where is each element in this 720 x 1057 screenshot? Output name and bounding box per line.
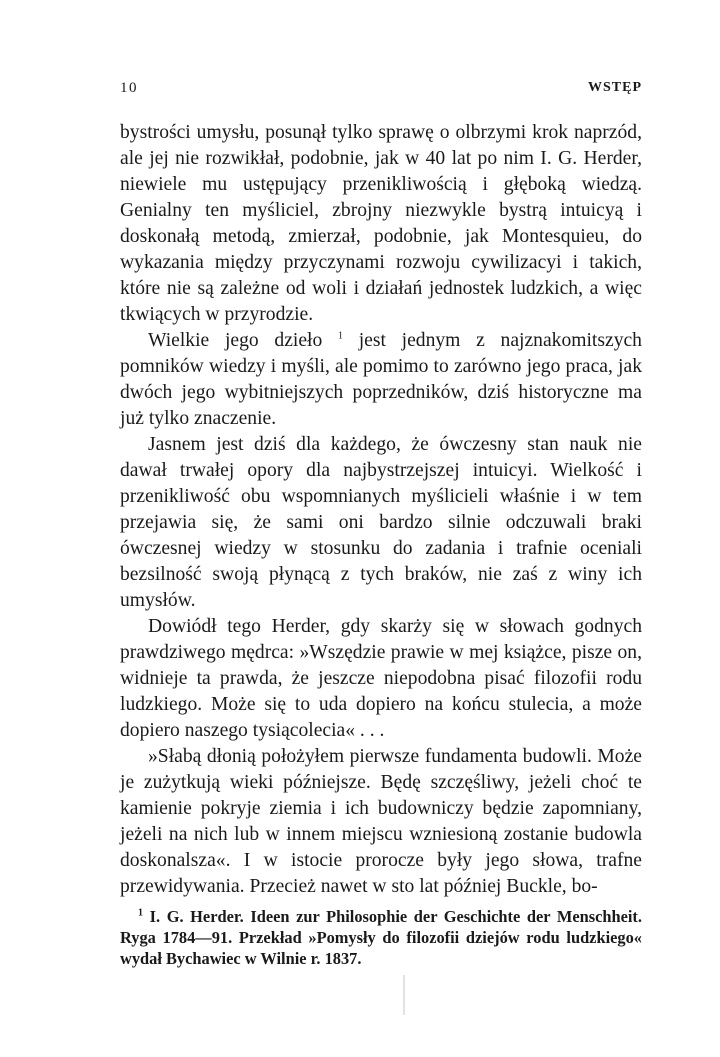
page-header xyxy=(120,80,642,100)
footnote-divider xyxy=(120,895,642,901)
paragraph-4: Dowiódł tego Herder, gdy skarży się w słowach godnych prawdziwego mędrca: »Wszędzie prawie w mej książce, pisze on, widnieje ta prawda, że jeszcze niepodobna pisać filozofii rodu ludzkiego. Może się to uda dopiero na końcu stulecia, a może dopiero naszego tysiącolecia« . . . xyxy=(120,616,642,741)
footnote-paragraph xyxy=(120,906,642,969)
paragraph-5: »Słabą dłonią położyłem pierwsze fundamenta budowli. Może je zużytkują wieki późniejsze. Będę szczęśliwy, jeżeli choć te kamienie pokryje ziemia i ich budowniczy będzie zapomniany, jeżeli na nich lub w innem miejscu wzniesioną zostanie budowla doskonalsza«. I w istocie prorocze były jego słowa, trafne przewidywania. Przecież nawet w sto lat później Buckle, bo- xyxy=(120,746,642,897)
running-head: WSTĘP xyxy=(587,80,642,95)
paragraph-2-rest: jest jednym z najznakomitszych pomników wiedzy i myśli, ale pomimo to zarówno jego praca, jak dwóch jego wybitniejszych poprzedników, dziś historyczne ma już tylko znaczenie. xyxy=(120,330,642,429)
footnote-mark: 1 xyxy=(138,907,143,919)
paragraph-3: Jasnem jest dziś dla każdego, że ówczesny stan nauk nie dawał trwałej opory dla najbystrzejszej intuicyi. Wielkość i przenikliwość obu wspomnianych myślicieli właśnie i w tem przejawia się, że sami oni bardzo silnie odczuwali braki ówczesnej wiedzy w stosunku do zadania i trafnie oceniali bezsilność swoją płynącą z tych braków, nie zaś z winy ich umysłów. xyxy=(120,434,642,611)
paper-mark xyxy=(403,975,405,1015)
paragraph-2-lead: Wielkie jego dzieło xyxy=(148,330,323,351)
body-text xyxy=(120,120,642,900)
page-number: 10 xyxy=(120,80,138,96)
footnote-reference: 1 xyxy=(337,330,343,342)
paragraph-2 xyxy=(120,328,642,432)
footnote-text: I. G. Herder. Ideen zur Philosophie der Geschichte der Menschheit. Ryga 1784—91. Przekład »Pomysły do filozofii dziejów rodu ludzkiego« wydał Bychawiec w Wilnie r. 1837. xyxy=(120,907,642,968)
paragraph-1: bystrości umysłu, posunął tylko sprawę o olbrzymi krok naprzód, ale jej nie rozwikłał, podobnie, jak w 40 lat po nim I. G. Herder, niewiele mu ustępujący przenikliwością i głęboką wiedzą. Genialny ten myśliciel, zbrojny niezwykle bystrą intuicyą i doskonałą metodą, zmierzał, podobnie, jak Montesquieu, do wykazania między przyczynami rozwoju cywilizacyi i takich, które nie są zależne od woli i działań jednostek ludzkich, a więc tkwiących w przyrodzie. xyxy=(120,122,642,325)
footnote xyxy=(120,906,642,969)
